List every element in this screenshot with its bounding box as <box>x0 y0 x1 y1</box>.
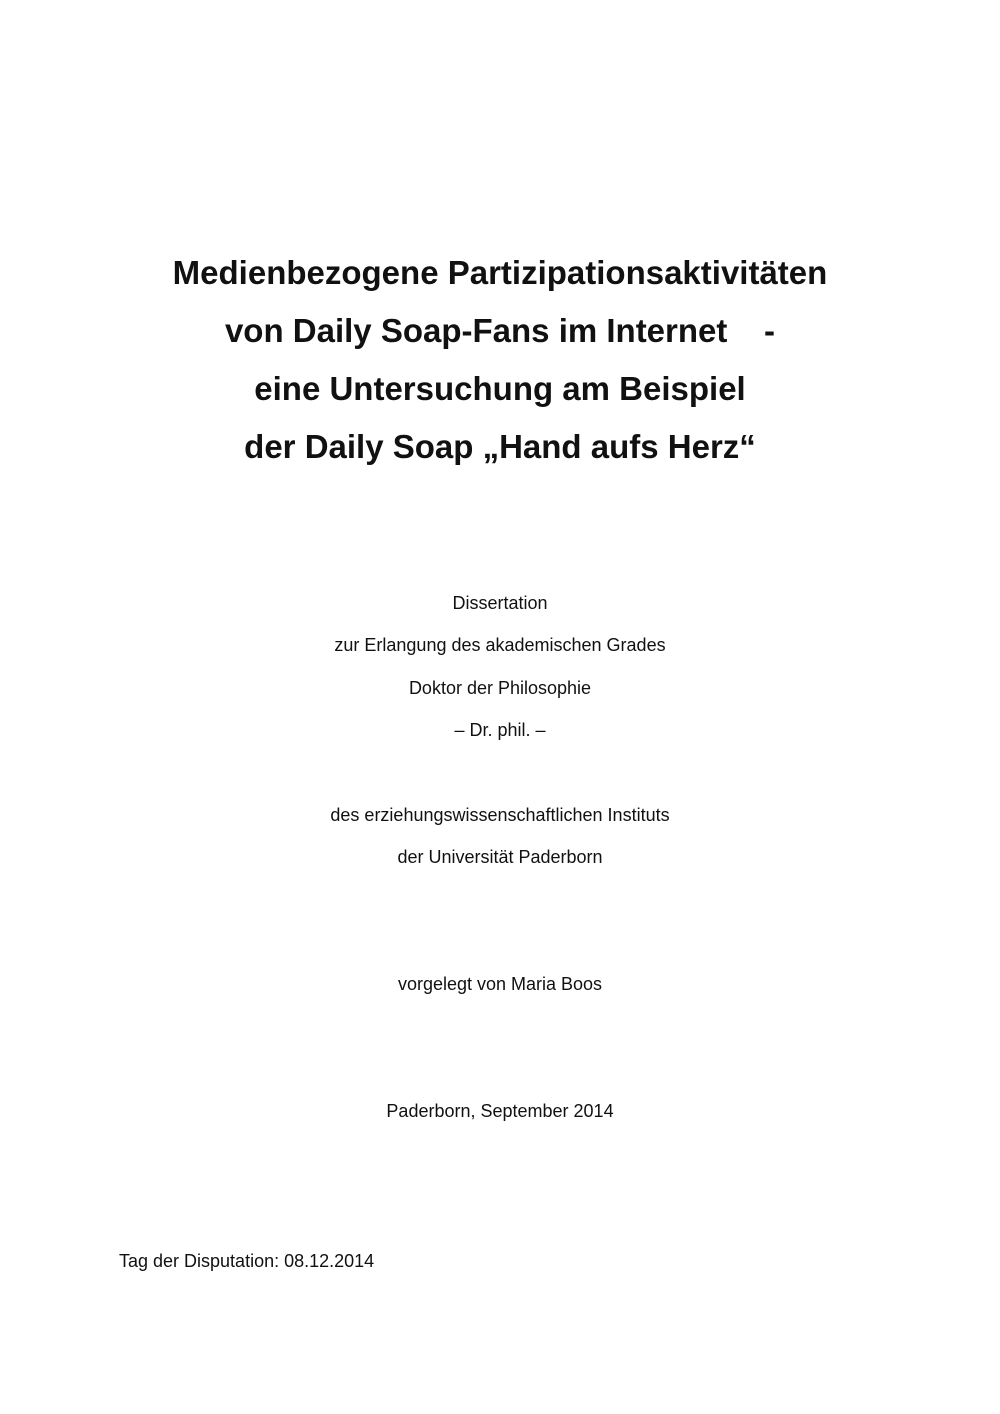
university-name: der Universität Paderborn <box>397 847 603 867</box>
title-line-1: Medienbezogene Partizipationsaktivitäten <box>172 254 828 291</box>
author-line: vorgelegt von Maria Boos <box>397 974 603 994</box>
title-line-4: der Daily Soap „Hand aufs Herz“ <box>244 428 756 465</box>
degree-title: Doktor der Philosophie <box>408 678 592 698</box>
document-type: Dissertation <box>452 593 548 613</box>
disputation-date: Tag der Disputation: 08.12.2014 <box>119 1251 375 1271</box>
place-and-date: Paderborn, September 2014 <box>386 1101 614 1121</box>
degree-abbreviation: – Dr. phil. – <box>454 720 546 740</box>
title-line-2: von Daily Soap-Fans im Internet - <box>224 312 776 349</box>
title-line-3: eine Untersuchung am Beispiel <box>254 370 746 407</box>
institute-name: des erziehungswissenschaftlichen Instituts <box>330 805 670 825</box>
degree-purpose: zur Erlangung des akademischen Grades <box>334 635 666 655</box>
